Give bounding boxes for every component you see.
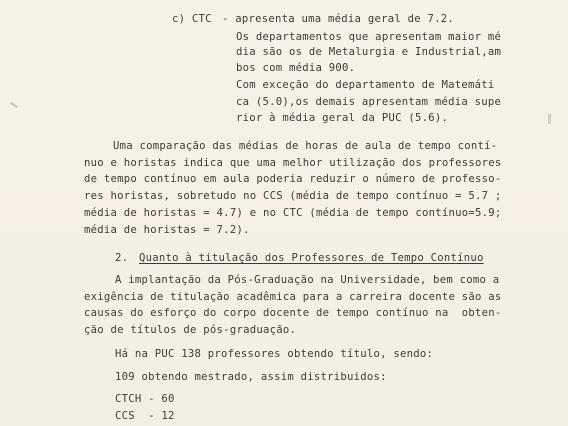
item-c-label: c) CTC: [172, 13, 212, 25]
margin-mark-right: [548, 114, 551, 124]
paragraph-line: Uma comparação das médias de horas de aula de tempo contí-: [113, 140, 498, 152]
paragraph-line: A implantação da Pós-Graduação na Universidade, bem como a: [115, 274, 500, 286]
item-c-line: Com exceção do departamento de Matemáti: [236, 79, 495, 91]
paragraph-line: nuo e horistas indica que uma melhor utilização dos professores: [84, 157, 502, 169]
item-c-line: Os departamentos que apresentam maior mé: [236, 31, 502, 43]
item-c-line: ca (5.0),os demais apresentam média supe: [236, 96, 502, 108]
paragraph-line: 109 obtendo mestrado, assim distribuidos:: [115, 371, 387, 383]
distribution-item: CTCH - 60: [115, 393, 175, 405]
paragraph-line: res horistas, sobretudo no CCS (média de tempo contínuo = 5.7 ;: [84, 190, 502, 202]
paragraph-line: Há na PUC 138 professores obtendo título, sendo:: [115, 348, 434, 360]
section-number: 2.: [115, 252, 129, 264]
paragraph-line: exigência de titulação acadêmica para a carreira docente são as: [84, 291, 502, 303]
paragraph-line: média de horistas = 4.7) e no CTC (média de tempo contínuo=5.9;: [84, 207, 502, 219]
paragraph-line: de tempo contínuo em aula poderia reduzir o número de professo-: [84, 173, 502, 185]
item-c-line: rior à média geral da PUC (5.6).: [236, 112, 449, 124]
item-c-first-line: - apresenta uma média geral de 7.2.: [222, 13, 454, 25]
item-c-line: dia são os de Metalurgia e Industrial,am: [236, 46, 502, 58]
section-heading: Quanto à titulação dos Professores de Tempo Contínuo: [139, 252, 484, 264]
item-c-line: bos com média 900.: [236, 62, 356, 74]
paragraph-line: causas do esforço do corpo docente de tempo contínuo na obten-: [84, 307, 502, 319]
paragraph-line: ção de títulos de pós-graduação.: [84, 324, 297, 336]
paragraph-line: média de horistas = 7.2).: [84, 224, 250, 236]
distribution-item: CCS - 12: [115, 410, 175, 422]
margin-mark-left: [10, 102, 18, 108]
